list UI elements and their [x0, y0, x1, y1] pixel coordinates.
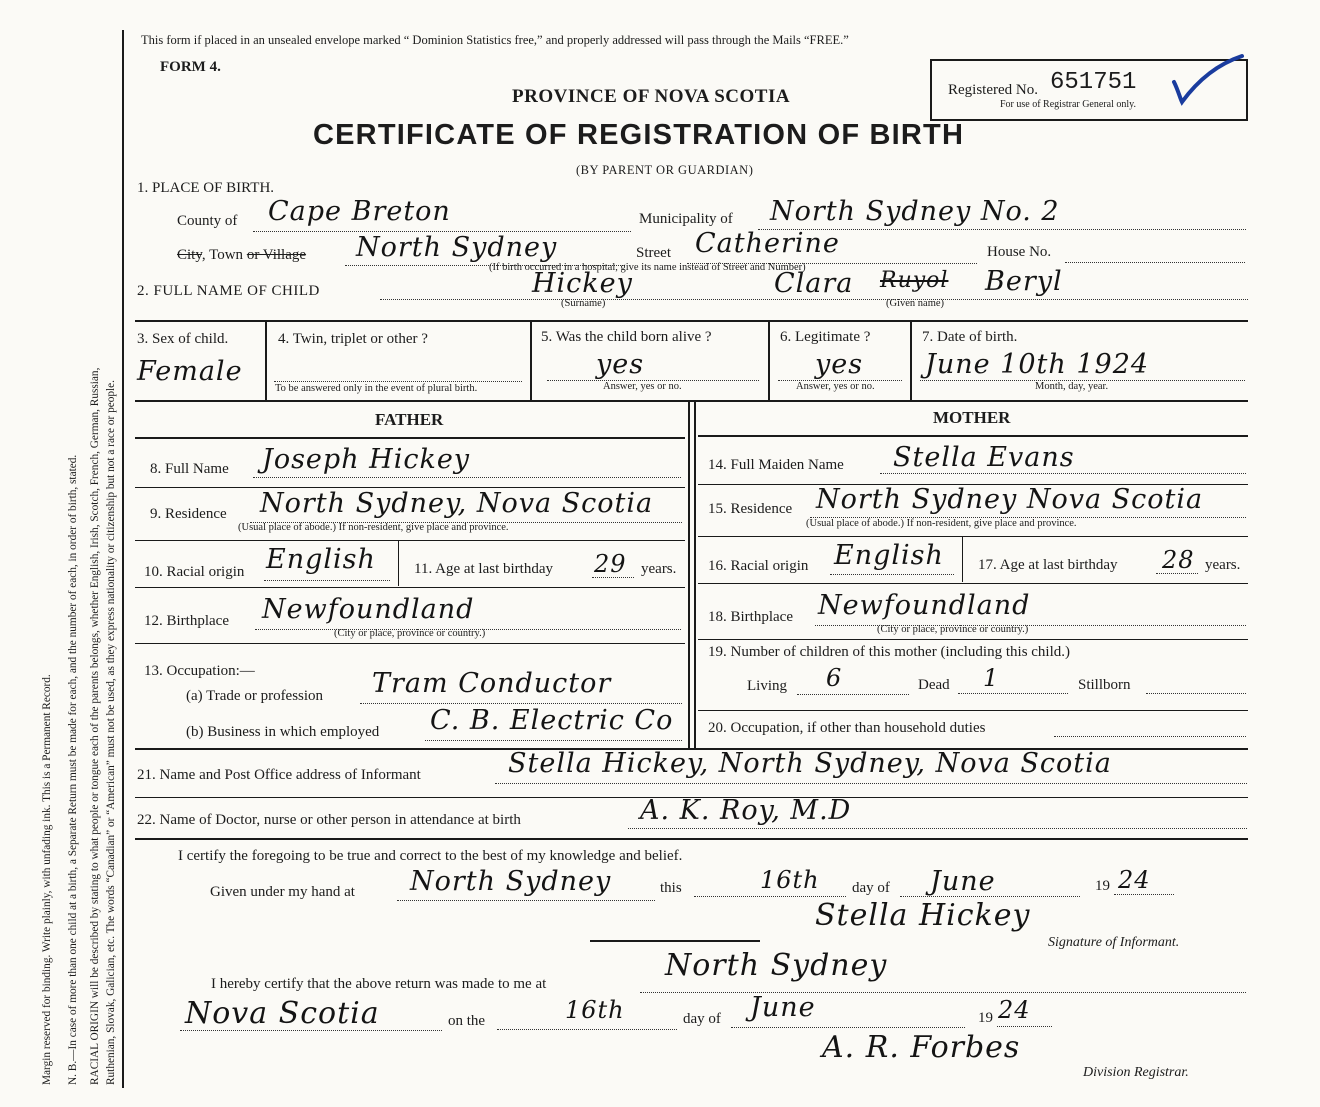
registrar-year-value: 24 — [998, 996, 1031, 1024]
registrar-day-value: 16th — [565, 996, 625, 1024]
place-of-birth-label: 1. PLACE OF BIRTH. — [137, 180, 275, 196]
born-alive-value: yes — [596, 349, 645, 380]
date-of-birth-note: Month, day, year. — [1035, 381, 1109, 392]
margin-note: Margin reserved for binding. Write plainly, with unfading ink. This is a Permanent Record. — [41, 674, 53, 1085]
twin-note: To be answered only in the event of plural birth. — [275, 383, 478, 394]
child-name-label: 2. FULL NAME OF CHILD — [137, 283, 320, 299]
city-value: North Sydney — [356, 232, 558, 263]
father-age-value: 29 — [594, 550, 627, 578]
father-birthplace-label: 12. Birthplace — [144, 613, 229, 629]
given-name-struck: Ruyol — [880, 268, 949, 293]
on-the-label: on the — [448, 1013, 486, 1029]
father-residence-label: 9. Residence — [150, 506, 227, 522]
city-label: City, Town or Village — [177, 247, 307, 263]
legitimate-label: 6. Legitimate ? — [780, 329, 871, 345]
municipality-value: North Sydney No. 2 — [770, 196, 1060, 227]
father-residence-note: (Usual place of abode.) If non-resident, give place and province. — [238, 522, 509, 533]
mother-residence-note: (Usual place of abode.) If non-resident, give place and province. — [806, 518, 1077, 529]
given-year-value: 24 — [1118, 866, 1151, 894]
attendant-label: 22. Name of Doctor, nurse or other person in attendance at birth — [137, 812, 521, 828]
registrar-note: For use of Registrar General only. — [1000, 99, 1136, 110]
father-business-label: (b) Business in which employed — [186, 724, 380, 740]
father-business-value: C. B. Electric Co — [430, 705, 674, 736]
form-number: FORM 4. — [160, 59, 221, 75]
informant-signature: Stella Hickey — [815, 898, 1031, 933]
racial-origin-note-2: Ruthenian, Slovak, Galician, etc. The words “Canadian” or “American” must not be used, as they express nationality or citizenship but not a race or people. — [105, 379, 117, 1085]
page-title: CERTIFICATE OF REGISTRATION OF BIRTH — [313, 119, 965, 151]
postal-notice: This form if placed in an unsealed envelope marked “ Dominion Statistics free,” and properly addressed will pass through the Mails “FREE.” — [141, 33, 849, 47]
registrar-place-2-value: Nova Scotia — [185, 996, 380, 1031]
mother-age-label: 17. Age at last birthday — [978, 557, 1118, 573]
father-name-value: Joseph Hickey — [262, 444, 471, 475]
father-occupation-label: 13. Occupation:— — [144, 663, 255, 679]
father-residence-value: North Sydney, Nova Scotia — [260, 488, 654, 519]
street-value: Catherine — [695, 228, 840, 259]
registrar-place-value: North Sydney — [665, 948, 888, 983]
mother-residence-value: North Sydney Nova Scotia — [816, 484, 1204, 515]
margin-rule — [122, 30, 124, 1088]
registrar-statement: I hereby certify that the above return was made to me at — [211, 976, 547, 992]
dead-label: Dead — [918, 677, 950, 693]
given-day-value: 16th — [760, 866, 820, 894]
this-label: this — [660, 880, 682, 896]
father-age-unit: years. — [641, 561, 677, 577]
mother-heading: MOTHER — [933, 408, 1011, 427]
date-of-birth-label: 7. Date of birth. — [922, 329, 1018, 345]
dead-value: 1 — [983, 664, 1000, 692]
surname-note: (Surname) — [561, 298, 606, 309]
given-place-value: North Sydney — [410, 866, 612, 897]
informant-label: 21. Name and Post Office address of Informant — [137, 767, 421, 783]
living-label: Living — [747, 678, 787, 694]
checkmark-icon — [1168, 50, 1248, 110]
registered-label: Registered No. — [948, 82, 1038, 98]
racial-origin-note-1: RACIAL ORIGIN will be described by stating to what people or tongue each of the parents belongs, whether English, Irish, Scotch, French, German, Russian, — [89, 367, 101, 1085]
mother-occupation-label: 20. Occupation, if other than household duties — [708, 720, 986, 736]
county-label: County of — [177, 213, 238, 229]
surname-value: Hickey — [532, 268, 633, 299]
mother-birthplace-value: Newfoundland — [818, 590, 1031, 621]
given-name-note: (Given name) — [886, 298, 945, 309]
given-name-2: Beryl — [985, 266, 1063, 297]
mother-race-value: English — [834, 540, 944, 571]
municipality-label: Municipality of — [639, 211, 733, 227]
father-race-label: 10. Racial origin — [144, 564, 245, 580]
registered-number: 651751 — [1050, 69, 1137, 96]
father-race-value: English — [266, 544, 376, 575]
given-month-value: June — [930, 866, 996, 897]
registrar-signature-label: Division Registrar. — [1083, 1065, 1189, 1080]
county-value: Cape Breton — [268, 196, 451, 227]
given-under-label: Given under my hand at — [210, 884, 355, 900]
page-subtitle: (BY PARENT OR GUARDIAN) — [576, 163, 754, 177]
born-alive-label: 5. Was the child born alive ? — [541, 329, 712, 345]
father-name-label: 8. Full Name — [150, 461, 229, 477]
stillborn-label: Stillborn — [1078, 677, 1131, 693]
mother-birthplace-note: (City or place, province or country.) — [877, 624, 1029, 635]
legitimate-value: yes — [815, 349, 864, 380]
twin-label: 4. Twin, triplet or other ? — [278, 331, 428, 347]
sex-value: Female — [137, 356, 243, 387]
mother-residence-label: 15. Residence — [708, 501, 793, 517]
mother-name-label: 14. Full Maiden Name — [708, 457, 844, 473]
father-heading: FATHER — [375, 410, 444, 429]
living-value: 6 — [826, 664, 843, 692]
father-birthplace-value: Newfoundland — [262, 594, 475, 625]
children-count-label: 19. Number of children of this mother (including this child.) — [708, 644, 1071, 660]
house-number-label: House No. — [987, 244, 1052, 260]
registrar-year-prefix: 19 — [978, 1010, 993, 1026]
given-name-1: Clara — [774, 268, 854, 299]
father-trade-label: (a) Trade or profession — [186, 688, 324, 704]
certify-statement: I certify the foregoing to be true and correct to the best of my knowledge and belief. — [178, 848, 683, 864]
registrar-day-of-label: day of — [683, 1011, 721, 1027]
day-of-label: day of — [852, 880, 890, 896]
nb-note: N. B.—In case of more than one child at a birth, a Separate Return must be made for each, and the number of each, in order of birth, stated. — [67, 454, 79, 1085]
year-prefix: 19 — [1095, 878, 1110, 894]
born-alive-note: Answer, yes or no. — [603, 381, 682, 392]
mother-name-value: Stella Evans — [893, 442, 1075, 473]
legitimate-note: Answer, yes or no. — [796, 381, 875, 392]
row-bottom-rule — [135, 400, 1248, 402]
father-trade-value: Tram Conductor — [372, 668, 612, 699]
mother-age-value: 28 — [1162, 546, 1195, 574]
hospital-note: (If birth occurred in a hospital, give its name instead of Street and Number) — [489, 262, 806, 273]
mother-birthplace-label: 18. Birthplace — [708, 609, 793, 625]
informant-signature-label: Signature of Informant. — [1048, 935, 1180, 950]
informant-value: Stella Hickey, North Sydney, Nova Scotia — [508, 748, 1112, 779]
mother-race-label: 16. Racial origin — [708, 558, 809, 574]
street-label: Street — [636, 245, 671, 261]
sex-label: 3. Sex of child. — [137, 331, 229, 347]
date-of-birth-value: June 10th 1924 — [925, 349, 1150, 380]
mother-age-unit: years. — [1205, 557, 1241, 573]
registrar-signature: A. R. Forbes — [822, 1030, 1021, 1065]
province-heading: PROVINCE OF NOVA SCOTIA — [512, 86, 791, 107]
registrar-month-value: June — [750, 992, 816, 1023]
row-top-rule — [135, 320, 1248, 322]
attendant-value: A. K. Roy, M.D — [640, 795, 852, 826]
center-divider — [688, 400, 690, 748]
father-birthplace-note: (City or place, province or country.) — [334, 628, 486, 639]
father-age-label: 11. Age at last birthday — [414, 561, 553, 577]
